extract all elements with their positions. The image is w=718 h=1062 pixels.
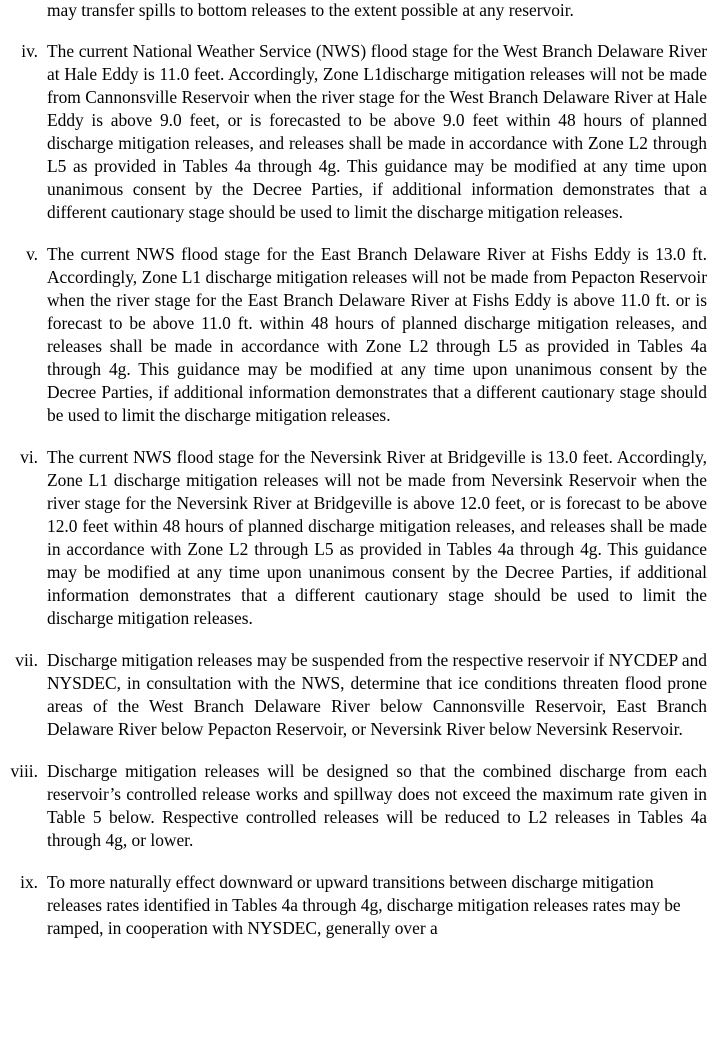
item-numeral: iv. bbox=[21, 41, 38, 61]
item-text: Discharge mitigation releases may be suspended from the respective reservoir if NYCDEP and NYSDEC, in consultation with the NWS, determine that ice conditions threaten flood prone areas of the West Branch Delaware River below Cannonsville Reservoir, East Branch Delaware River below Pepacton Reservoir, or Neversink River below Neversink Reservoir. bbox=[47, 650, 707, 739]
list-item-viii bbox=[0, 760, 707, 852]
item-numeral: vi. bbox=[20, 447, 38, 467]
item-text: The current National Weather Service (NWS) flood stage for the West Branch Delaware River at Hale Eddy is 11.0 feet. Accordingly, Zone L1discharge mitigation releases will not be made from Cannonsville Reservoir when the river stage for the West Branch Delaware River at Hale Eddy is above 9.0 feet, or is forecasted to be above 9.0 feet within 48 hours of planned discharge mitigation releases, and releases shall be made in accordance with Zone L2 through L5 as provided in Tables 4a through 4g. This guidance may be modified at any time upon unanimous consent by the Decree Parties, if additional information demonstrates that a different cautionary stage should be used to limit the discharge mitigation releases. bbox=[47, 41, 707, 222]
list-item-ix bbox=[0, 871, 707, 940]
item-numeral: v. bbox=[26, 244, 38, 264]
continuation-text: may transfer spills to bottom releases to the extent possible at any reservoir. bbox=[47, 0, 574, 20]
list-item-v bbox=[0, 243, 707, 427]
continuation-paragraph bbox=[47, 0, 707, 22]
list-item-vii bbox=[0, 649, 707, 741]
item-text: The current NWS flood stage for the East Branch Delaware River at Fishs Eddy is 13.0 ft. Accordingly, Zone L1 discharge mitigation releases will not be made from Pepacton Reservoir when the river stage for the East Branch Delaware River at Fishs Eddy is above 11.0 ft. or is forecast to be above 11.0 ft. within 48 hours of planned discharge mitigation releases, and releases shall be made in accordance with Zone L2 through L5 as provided in Tables 4a through 4g. This guidance may be modified at any time upon unanimous consent by the Decree Parties, if additional information demonstrates that a different cautionary stage should be used to limit the discharge mitigation releases. bbox=[47, 244, 707, 425]
list-item-vi bbox=[0, 446, 707, 630]
item-text: The current NWS flood stage for the Neversink River at Bridgeville is 13.0 feet. Accordingly, Zone L1 discharge mitigation releases will not be made from Neversink Reservoir when the river stage for the Neversink River at Bridgeville is above 12.0 feet, or is forecast to be above 12.0 feet within 48 hours of planned discharge mitigation releases, and releases shall be made in accordance with Zone L2 through L5 as provided in Tables 4a through 4g. This guidance may be modified at any time upon unanimous consent by the Decree Parties, if additional information demonstrates that a different cautionary stage should be used to limit the discharge mitigation releases. bbox=[47, 447, 707, 628]
item-text: Discharge mitigation releases will be designed so that the combined discharge from each reservoir’s controlled release works and spillway does not exceed the maximum rate given in Table 5 below. Respective controlled releases will be reduced to L2 releases in Tables 4a through 4g, or lower. bbox=[47, 761, 707, 850]
item-text: To more naturally effect downward or upward transitions between discharge mitigation releases rates identified in Tables 4a through 4g, discharge mitigation releases rates may be ramped, in cooperation with NYSDEC, generally over a bbox=[47, 872, 681, 938]
item-numeral: viii. bbox=[10, 761, 38, 781]
list-item-iv bbox=[0, 40, 707, 224]
item-numeral: vii. bbox=[15, 650, 38, 670]
item-numeral: ix. bbox=[20, 872, 38, 892]
